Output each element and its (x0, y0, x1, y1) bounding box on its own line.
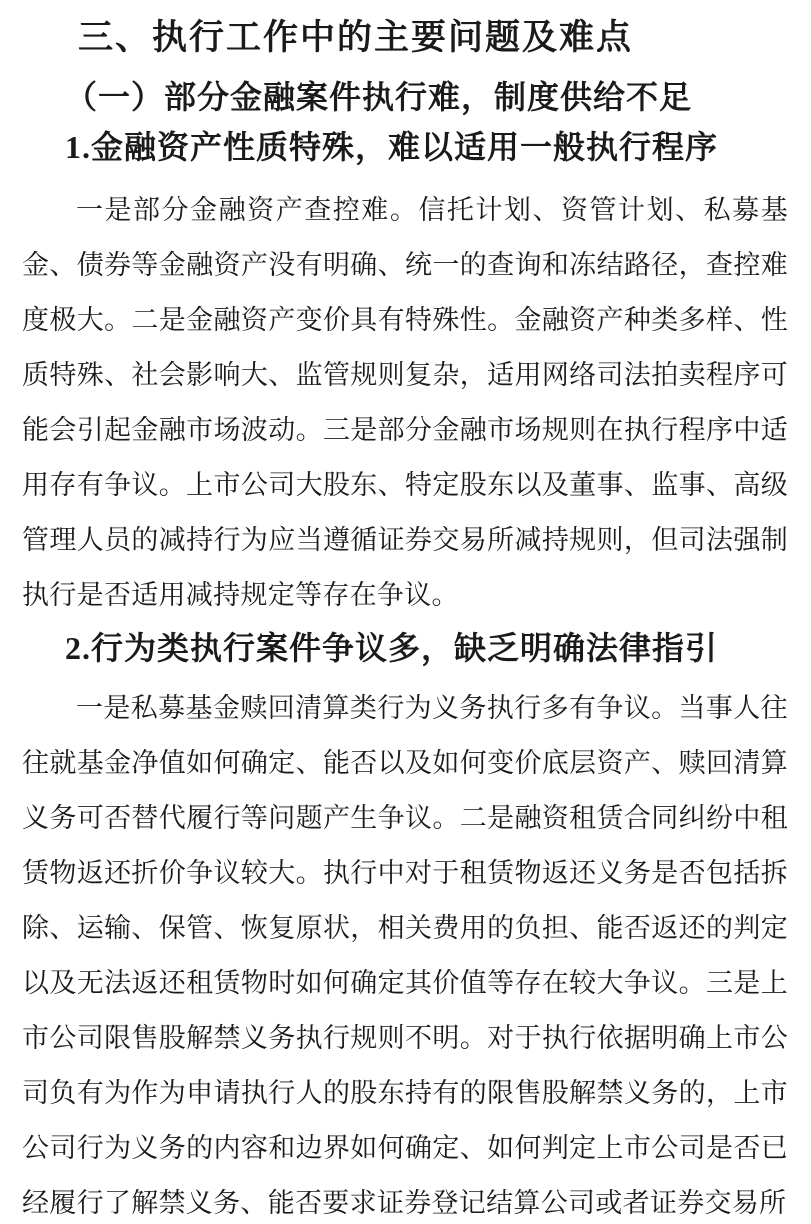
sub-heading: （一）部分金融案件执行难，制度供给不足 (65, 79, 693, 115)
point-2-heading: 2.行为类执行案件争议多，缺乏明确法律指引 (65, 630, 719, 666)
point-1-heading: 1.金融资产性质特殊，难以适用一般执行程序 (65, 129, 719, 165)
point-1-paragraph: 一是部分金融资产查控难。信托计划、资管计划、私募基金、债券等金融资产没有明确、统一的查询和冻结路径，查控难度极大。二是金融资产变价具有特殊性。金融资产种类多样、性质特殊、社会影响大、监管规则复杂，适用网络司法拍卖程序可能会引起金融市场波动。三是部分金融市场规则在执行程序中适用存有争议。上市公司大股东、特定股东以及董事、监事、高级管理人员的减持行为应当遵循证券交易所减持规则，但司法强制执行是否适用减持规定等存在争议。 (22, 195, 788, 610)
main-heading: 三、执行工作中的主要问题及难点 (78, 18, 634, 57)
point-2-paragraph: 一是私募基金赎回清算类行为义务执行多有争议。当事人往往就基金净值如何确定、能否以及如何变价底层资产、赎回清算义务可否替代履行等问题产生争议。二是融资租赁合同纠纷中租赁物返还折价争议较大。执行中对于租赁物返还义务是否包括拆除、运输、保管、恢复原状，相关费用的负担、能否返还的判定以及无法返还租赁物时如何确定其价值等存在较大争议。三是上市公司限售股解禁义务执行规则不明。对于执行依据明确上市公司负有为作为申请执行人的股东持有的限售股解禁义务的，上市公司行为义务的内容和边界如何确定、如何判定上市公司是否已经履行了解禁义务、能否要求证券登记结算公司或者证券交易所 (22, 693, 788, 1218)
